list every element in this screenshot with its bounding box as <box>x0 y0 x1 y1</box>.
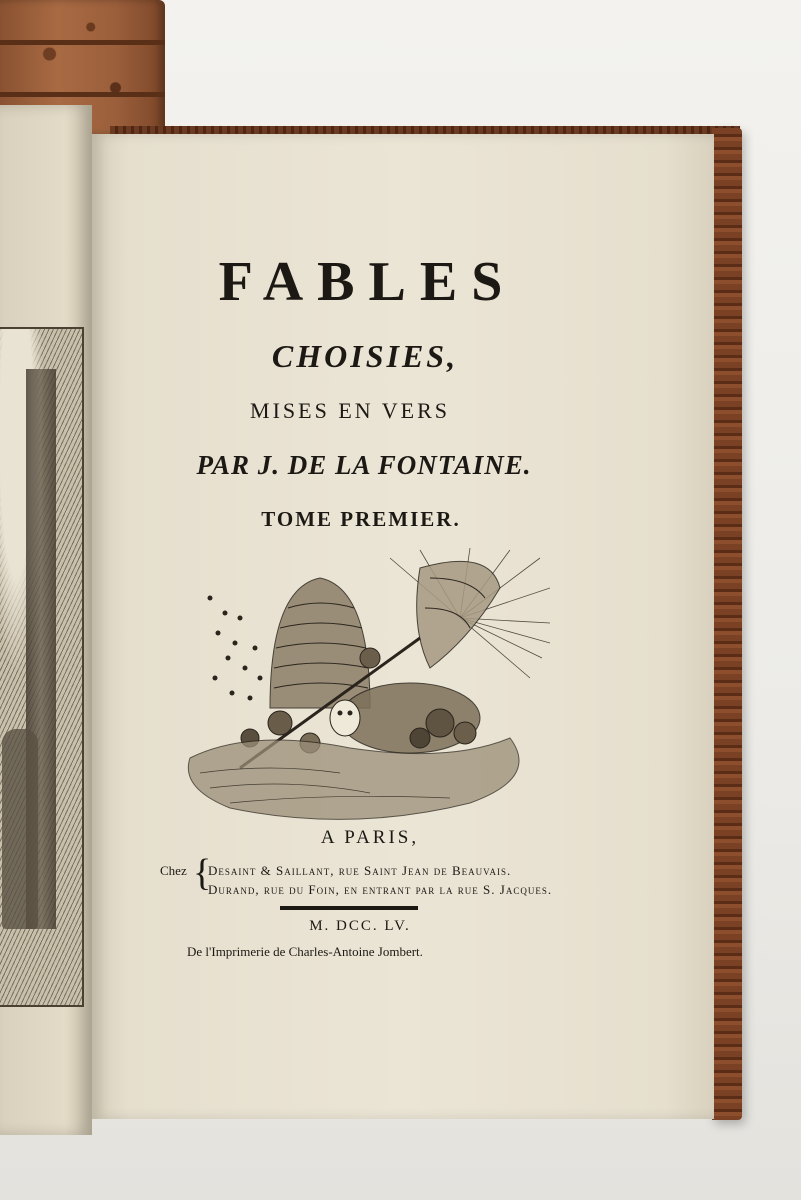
double-rule <box>280 906 418 910</box>
author-line: PAR J. DE LA FONTAINE. <box>196 450 532 480</box>
printer-line: De l'Imprimerie de Charles-Antoine Jombert. <box>187 944 423 959</box>
publisher-line-1: Desaint & Saillant, rue Saint Jean de Beauvais. <box>208 863 512 878</box>
frontispiece-engraving <box>0 327 84 1007</box>
subtitle-choisies: CHOISIES, <box>271 338 459 374</box>
engraved-figure-icon <box>2 729 38 929</box>
left-page <box>0 105 92 1135</box>
chez-label: Chez <box>160 863 187 878</box>
book-title: FABLES <box>218 251 517 313</box>
book-cover-edge <box>712 128 742 1120</box>
subtitle-mises-en-vers: MISES EN VERS <box>250 398 450 423</box>
publisher-line-2: Durand, rue du Foin, en entrant par la rue S. Jacques. <box>208 882 553 897</box>
publisher-brace: { <box>193 852 212 894</box>
place-of-publication: A PARIS, <box>320 827 420 848</box>
beehive-vignette-icon <box>170 548 550 833</box>
book-cover-top-edge <box>110 126 740 134</box>
volume-line: TOME PREMIER. <box>261 507 461 531</box>
publication-year: M. DCC. LV. <box>309 918 411 934</box>
